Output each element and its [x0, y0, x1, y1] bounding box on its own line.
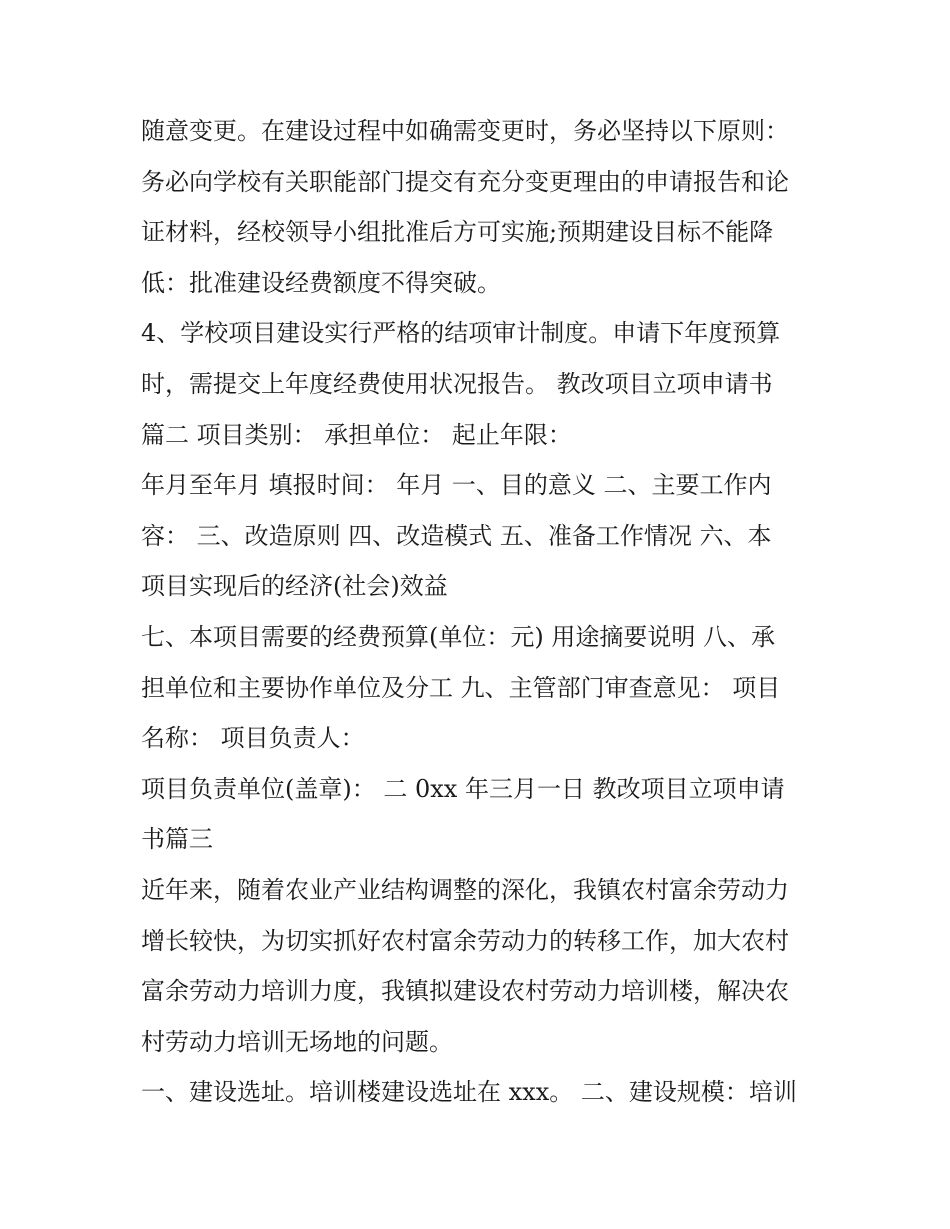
- text-line: 近年来，随着农业产业结构调整的深化，我镇农村富余劳动力: [141, 875, 789, 904]
- text-line: 时，需提交上年度经费使用状况报告。 教改项目立项申请书: [141, 369, 773, 398]
- text-line: 富余劳动力培训力度，我镇拟建设农村劳动力培训楼，解决农: [141, 977, 789, 1006]
- text-line: 七、本项目需要的经费预算(单位：元) 用途摘要说明 八、承: [141, 622, 775, 651]
- text-line: 一、建设选址。培训楼建设选址在 xxx。 二、建设规模：培训: [141, 1078, 797, 1107]
- text-line: 担单位和主要协作单位及分工 九、主管部门审查意见： 项目: [141, 673, 781, 702]
- text-line: 增长较快，为切实抓好农村富余劳动力的转移工作，加大农村: [141, 926, 789, 955]
- text-line: 4、学校项目建设实行严格的结项审计制度。申请下年度预算: [141, 319, 781, 348]
- text-line: 证材料，经校领导小组批准后方可实施;预期建设目标不能降: [141, 218, 774, 247]
- text-line: 项目实现后的经济(社会)效益: [141, 572, 448, 601]
- text-line: 年月至年月 填报时间： 年月 一、目的意义 二、主要工作内: [141, 471, 772, 500]
- text-line: 书篇三: [141, 825, 213, 854]
- text-line: 篇二 项目类别： 承担单位： 起止年限：: [141, 420, 572, 449]
- text-line: 低：批准建设经费额度不得突破。: [141, 268, 501, 297]
- text-line: 项目负责单位(盖章)： 二 0xx 年三月一日 教改项目立项申请: [141, 774, 785, 803]
- text-line: 容： 三、改造原则 四、改造模式 五、准备工作情况 六、本: [141, 521, 772, 550]
- text-line: 随意变更。在建设过程中如确需变更时，务必坚持以下原则：: [141, 117, 789, 145]
- text-line: 村劳动力培训无场地的问题。: [141, 1027, 453, 1056]
- text-line: 名称： 项目负责人：: [141, 724, 365, 753]
- text-line: 务必向学校有关职能部门提交有充分变更理由的申请报告和论: [141, 167, 789, 196]
- document-body-text: [141, 106, 821, 1118]
